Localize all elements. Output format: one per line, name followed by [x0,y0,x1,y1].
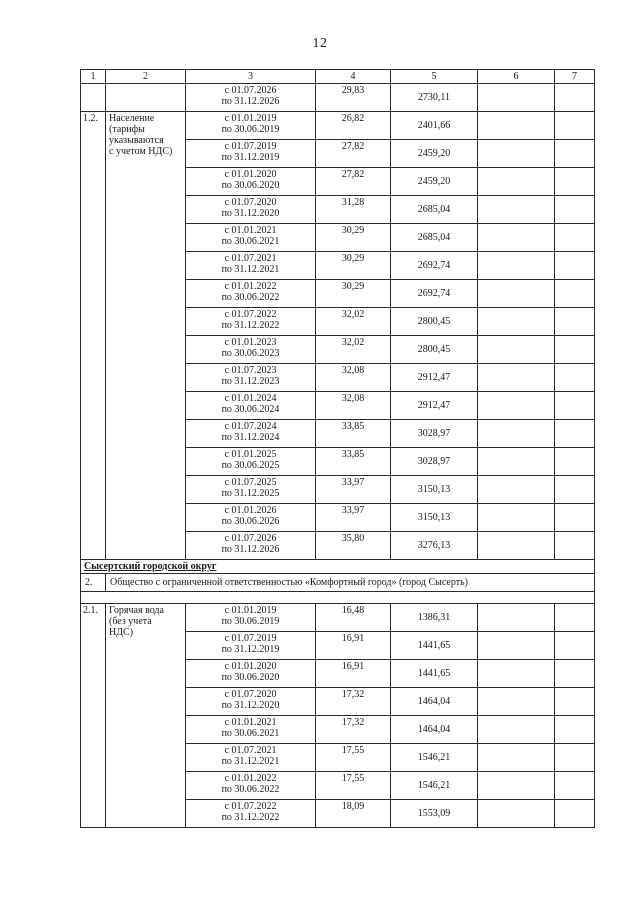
value-cell: 1546,21 [391,772,478,800]
empty-cell [478,448,555,476]
org-number: 2. [81,574,106,592]
empty-cell [478,84,555,112]
empty-cell [478,392,555,420]
column-header: 3 [186,70,316,84]
value-cell: 2401,66 [391,112,478,140]
org-row [81,574,595,592]
period-from: с 01.07.2026 [224,85,277,96]
period-cell [186,112,316,140]
period-cell [186,252,316,280]
empty-cell [478,772,555,800]
period-cell [186,476,316,504]
period-from: с 01.01.2019 [224,605,277,616]
category-line: Население [109,113,155,124]
period-cell [186,604,316,632]
rate-cell: 30,29 [316,252,391,280]
empty-cell [555,420,595,448]
empty-cell [478,532,555,560]
column-header: 4 [316,70,391,84]
column-header: 7 [555,70,595,84]
empty-cell [555,112,595,140]
empty-cell [478,112,555,140]
empty-cell [555,632,595,660]
value-cell: 3028,97 [391,420,478,448]
value-cell: 2692,74 [391,252,478,280]
period-from: с 01.01.2021 [224,225,277,236]
empty-cell [555,688,595,716]
column-header: 5 [391,70,478,84]
period-from: с 01.07.2019 [224,141,277,152]
period-from: с 01.01.2019 [224,113,277,124]
empty-cell [555,716,595,744]
period-from: с 01.01.2020 [224,169,277,180]
empty-cell [555,196,595,224]
empty-cell [478,308,555,336]
rate-cell: 33,85 [316,420,391,448]
rate-cell: 17,55 [316,744,391,772]
category-line: с учетом НДС) [109,146,173,157]
period-cell [186,448,316,476]
empty-cell [555,140,595,168]
period-from: с 01.07.2022 [224,801,277,812]
empty-cell [555,772,595,800]
period-from: с 01.07.2023 [224,365,277,376]
category-line: (без учета [109,616,152,627]
empty-cell [555,744,595,772]
period-from: с 01.01.2021 [224,717,277,728]
period-to: по 30.06.2024 [221,404,280,415]
rate-cell: 32,02 [316,336,391,364]
period-cell [186,280,316,308]
value-cell: 2912,47 [391,392,478,420]
period-cell [186,800,316,828]
rate-cell: 32,08 [316,364,391,392]
period-to: по 31.12.2023 [221,376,280,387]
period-from: с 01.07.2022 [224,309,277,320]
row-number-cell: 2.1. [81,604,106,828]
value-cell: 3028,97 [391,448,478,476]
empty-cell [478,504,555,532]
period-to: по 30.06.2025 [221,460,280,471]
rate-cell: 33,97 [316,504,391,532]
spacer-row [81,592,595,604]
empty-cell [478,252,555,280]
period-cell [186,392,316,420]
value-cell: 1546,21 [391,744,478,772]
value-cell: 2912,47 [391,364,478,392]
period-from: с 01.07.2020 [224,197,277,208]
table-row [81,84,595,112]
period-from: с 01.01.2020 [224,661,277,672]
period-from: с 01.07.2024 [224,421,277,432]
period-to: по 31.12.2020 [221,700,280,711]
empty-cell [478,140,555,168]
period-to: по 31.12.2026 [221,96,280,107]
period-to: по 30.06.2022 [221,292,280,303]
value-cell: 2692,74 [391,280,478,308]
column-header-row [81,70,595,84]
empty-cell [478,420,555,448]
tariff-table-body [81,70,595,828]
period-to: по 30.06.2019 [221,616,280,627]
value-cell: 1441,65 [391,632,478,660]
tariff-table [80,69,595,828]
rate-cell: 35,80 [316,532,391,560]
org-name: Общество с ограниченной ответственностью «Комфортный город» (город Сысерть) [106,574,595,592]
period-to: по 30.06.2023 [221,348,280,359]
period-from: с 01.01.2025 [224,449,277,460]
category-cell [106,604,186,828]
empty-cell [478,224,555,252]
period-from: с 01.07.2021 [224,745,277,756]
value-cell: 3150,13 [391,504,478,532]
period-to: по 30.06.2020 [221,672,280,683]
rate-cell: 26,82 [316,112,391,140]
empty-cell [478,716,555,744]
row-number-cell [81,84,106,112]
empty-cell [555,504,595,532]
empty-cell [478,280,555,308]
empty-cell [478,632,555,660]
period-to: по 31.12.2024 [221,432,280,443]
rate-cell: 17,32 [316,716,391,744]
period-from: с 01.01.2023 [224,337,277,348]
value-cell: 2459,20 [391,140,478,168]
period-to: по 30.06.2021 [221,728,280,739]
period-to: по 31.12.2025 [221,488,280,499]
period-from: с 01.07.2020 [224,689,277,700]
rate-cell: 30,29 [316,280,391,308]
rate-cell: 18,09 [316,800,391,828]
empty-cell [478,744,555,772]
empty-cell [555,800,595,828]
empty-cell [478,476,555,504]
period-from: с 01.07.2026 [224,533,277,544]
rate-cell: 27,82 [316,140,391,168]
value-cell: 2459,20 [391,168,478,196]
empty-cell [478,800,555,828]
value-cell: 2730,11 [391,84,478,112]
category-line: (тарифы [109,124,145,135]
rate-cell: 33,97 [316,476,391,504]
period-cell [186,364,316,392]
category-cell [106,84,186,112]
period-cell [186,660,316,688]
rate-cell: 30,29 [316,224,391,252]
period-to: по 30.06.2026 [221,516,280,527]
period-to: по 31.12.2020 [221,208,280,219]
empty-cell [478,660,555,688]
rate-cell: 16,91 [316,660,391,688]
empty-cell [555,476,595,504]
period-cell [186,336,316,364]
empty-cell [555,532,595,560]
period-cell [186,532,316,560]
period-to: по 31.12.2022 [221,320,280,331]
empty-cell [555,308,595,336]
empty-cell [555,392,595,420]
period-to: по 30.06.2020 [221,180,280,191]
empty-cell [478,196,555,224]
period-to: по 31.12.2026 [221,544,280,555]
rate-cell: 17,32 [316,688,391,716]
period-to: по 31.12.2022 [221,812,280,823]
spacer-cell [81,592,595,604]
period-cell [186,224,316,252]
value-cell: 2685,04 [391,224,478,252]
rate-cell: 29,83 [316,84,391,112]
column-header: 6 [478,70,555,84]
period-to: по 31.12.2019 [221,152,280,163]
period-cell [186,716,316,744]
period-cell [186,140,316,168]
period-to: по 30.06.2019 [221,124,280,135]
rate-cell: 27,82 [316,168,391,196]
period-to: по 30.06.2022 [221,784,280,795]
period-from: с 01.01.2024 [224,393,277,404]
section-title: Сысертский городской округ [81,560,595,574]
empty-cell [555,168,595,196]
category-line: указываются [109,135,164,146]
period-cell [186,84,316,112]
value-cell: 3276,13 [391,532,478,560]
rate-cell: 16,91 [316,632,391,660]
period-from: с 01.01.2026 [224,505,277,516]
table-row [81,604,595,632]
page-number: 12 [312,36,328,51]
empty-cell [555,364,595,392]
empty-cell [555,84,595,112]
period-from: с 01.07.2025 [224,477,277,488]
period-cell [186,168,316,196]
empty-cell [555,448,595,476]
empty-cell [555,224,595,252]
rate-cell: 17,55 [316,772,391,800]
empty-cell [555,604,595,632]
value-cell: 1441,65 [391,660,478,688]
period-cell [186,688,316,716]
value-cell: 2685,04 [391,196,478,224]
empty-cell [555,660,595,688]
empty-cell [555,336,595,364]
period-from: с 01.07.2019 [224,633,277,644]
rate-cell: 33,85 [316,448,391,476]
value-cell: 3150,13 [391,476,478,504]
empty-cell [555,252,595,280]
period-cell [186,772,316,800]
period-to: по 31.12.2021 [221,756,280,767]
value-cell: 1464,04 [391,716,478,744]
empty-cell [478,168,555,196]
period-cell [186,504,316,532]
column-header: 2 [106,70,186,84]
empty-cell [478,604,555,632]
period-to: по 31.12.2019 [221,644,280,655]
value-cell: 1464,04 [391,688,478,716]
rate-cell: 16,48 [316,604,391,632]
empty-cell [478,688,555,716]
value-cell: 2800,45 [391,336,478,364]
period-cell [186,420,316,448]
period-from: с 01.07.2021 [224,253,277,264]
empty-cell [478,336,555,364]
period-cell [186,744,316,772]
category-line: НДС) [109,627,134,638]
period-to: по 30.06.2021 [221,236,280,247]
period-from: с 01.01.2022 [224,773,277,784]
rate-cell: 31,28 [316,196,391,224]
value-cell: 1386,31 [391,604,478,632]
category-cell [106,112,186,560]
category-line: Горячая вода [109,605,164,616]
section-row [81,560,595,574]
row-number-cell: 1.2. [81,112,106,560]
rate-cell: 32,02 [316,308,391,336]
period-cell [186,308,316,336]
table-row [81,112,595,140]
period-cell [186,196,316,224]
column-header: 1 [81,70,106,84]
value-cell: 1553,09 [391,800,478,828]
period-from: с 01.01.2022 [224,281,277,292]
empty-cell [555,280,595,308]
value-cell: 2800,45 [391,308,478,336]
empty-cell [478,364,555,392]
period-to: по 31.12.2021 [221,264,280,275]
period-cell [186,632,316,660]
rate-cell: 32,08 [316,392,391,420]
